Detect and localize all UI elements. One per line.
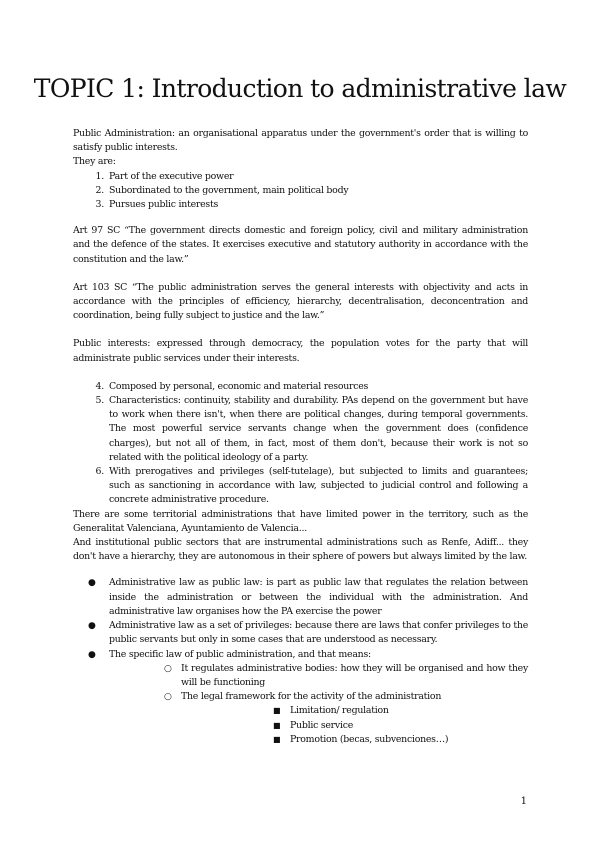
document-body (73, 127, 528, 747)
list-item: ○ The legal framework for the activity of the administration ■ Limitation/ regulation ■ Public service ■ Promotion (becas, subvenciones…) (109, 690, 528, 747)
list-item: 6. With prerogatives and privileges (self-tutelage), but subjected to limits and guarantees; such as sanctioning in accordance with law, subjected to judicial control and following a concrete administrative procedure. (95, 466, 528, 506)
art97-paragraph: Art 97 SC “The government directs domestic and foreign policy, civil and military administration and the defence of the states. It exercises executive and statutory authority in accordance with the constitution and the law.” (73, 225, 528, 265)
page-title: TOPIC 1: Introduction to administrative law (33, 74, 567, 103)
list-item: 5. Characteristics: continuity, stability and durability. PAs depend on the government but have to work when there isn't, when there are political changes, during temporal governments. The most powerful service servants change when the government does (confidence charges), but not all of them, in fact, most of them don't, because their work is not so related with the political ideology of a party. (95, 395, 528, 463)
circle-bullet-icon: ○ (164, 692, 172, 703)
list-item: ■ Promotion (becas, subvenciones…) (181, 733, 528, 747)
list-item: ■ Public service (181, 719, 528, 733)
numbered-list-b (73, 380, 528, 508)
list-item: ○ It regulates administrative bodies: how they will be organised and how they will be functioning (164, 662, 528, 688)
sub-sub-bullet-list (181, 704, 528, 747)
list-item: 3. Pursues public interests (95, 199, 219, 211)
they-are-label: They are: (73, 156, 116, 168)
list-item: 1. Part of the executive power (95, 170, 234, 182)
square-bullet-icon: ■ (273, 720, 281, 730)
list-item: 2. Subordinated to the government, main political body (95, 184, 349, 196)
list-item: ■ Limitation/ regulation (181, 704, 528, 718)
bullet-icon: ● (88, 578, 96, 589)
institutional-paragraph: And institutional public sectors that are instrumental administrations such as Renfe, Adiff... they don't have a hierarchy, they are autonomous in their sphere of powers but always limited by the law. (73, 537, 528, 563)
bullet-list (73, 576, 528, 746)
intro-paragraph: Public Administration: an organisational apparatus under the government's order that is willing to satisfy public interests. (73, 128, 528, 154)
sub-bullet-list (109, 662, 528, 747)
numbered-list-a (73, 170, 528, 213)
art103-paragraph: Art 103 SC “The public administration serves the general interests with objectivity and acts in accordance with the principles of efficiency, hierarchy, decentralisation, deconcentration and coordination, being fully subject to justice and the law.” (73, 281, 528, 322)
public-interests-paragraph: Public interests: expressed through democracy, the population votes for the party that will administrate public services under their interests. (73, 338, 528, 364)
square-bullet-icon: ■ (273, 706, 281, 716)
list-item: ● Administrative law as a set of privileges: because there are laws that confer privileges to the public servants but only in some cases that are understood as necessary. (88, 620, 528, 646)
list-item: 4. Composed by personal, economic and material resources (95, 380, 369, 392)
territorial-paragraph: There are some territorial administrations that have limited power in the territory, such as the Generalitat Valenciana, Ayuntamiento de Valencia... (73, 508, 528, 534)
list-item: ● The specific law of public administration, and that means: ○ It regulates administrative bodies: how they will be organised and how they will be functioning ○ The legal framework for the activity of the administration ■ Limitation/ regulation ■ Public service ■ Promotion (becas, subvenciones…) (73, 648, 528, 747)
square-bullet-icon: ■ (273, 734, 281, 744)
bullet-icon: ● (88, 621, 96, 632)
circle-bullet-icon: ○ (164, 663, 172, 674)
bullet-icon: ● (88, 649, 96, 660)
page-number: 1 (520, 796, 527, 807)
list-item: ● Administrative law as public law: is part as public law that regulates the relation between inside the administration or between the individual with the administration. And administrative law organises how the PA exercise the power (88, 577, 528, 617)
